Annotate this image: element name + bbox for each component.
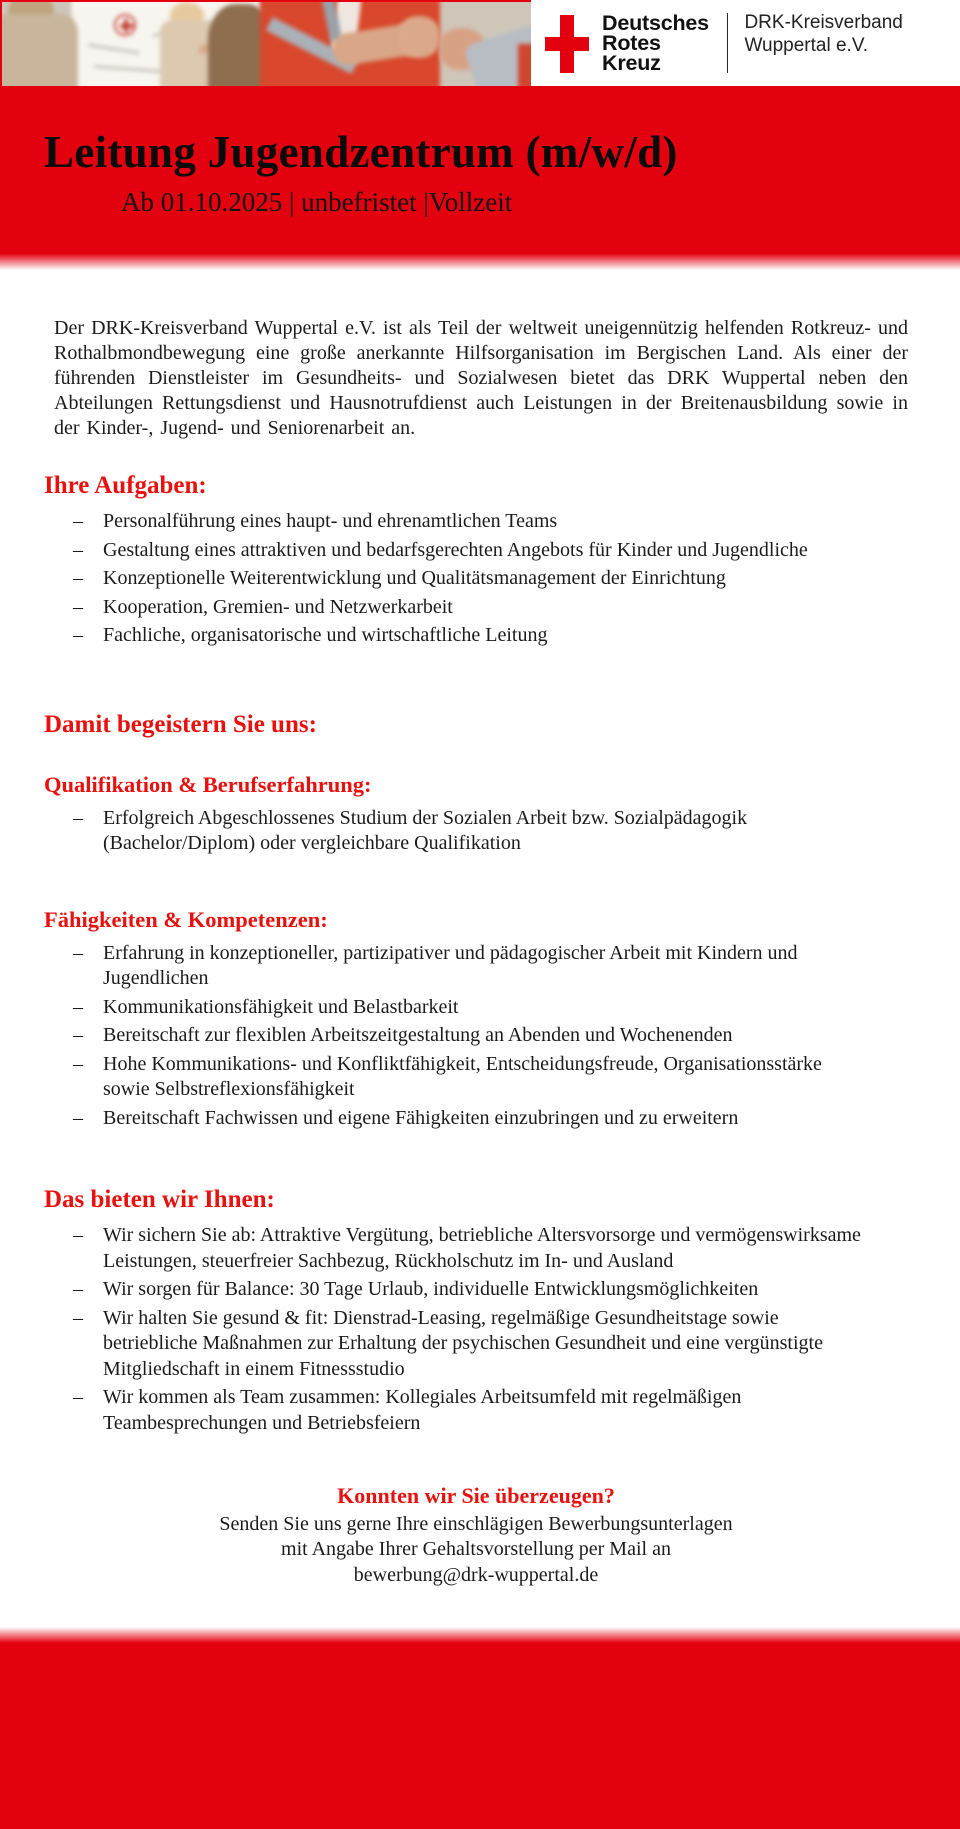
bullet-text: Fachliche, organisatorische und wirtschaftliche Leitung: [103, 624, 548, 646]
photo-shape-fistbump: [398, 16, 440, 58]
bullet-list: [73, 806, 873, 857]
bullet-text: Bereitschaft zur flexiblen Arbeitszeitgestaltung an Abenden und Wochenenden: [103, 1024, 733, 1047]
photo-shape: [518, 44, 531, 86]
dash-marker: –: [73, 1386, 83, 1409]
bullet-text: Konzeptionelle Weiterentwicklung und Qualitätsmanagement der Einrichtung: [103, 567, 726, 589]
logo-divider: [727, 13, 729, 73]
dash-marker: –: [73, 1278, 83, 1301]
section-heading: Qualifikation & Berufserfahrung:: [44, 771, 372, 797]
bullet-item: [73, 941, 873, 992]
red-cross-icon: [545, 15, 589, 73]
header: [0, 0, 960, 86]
bullet-list: [73, 509, 873, 649]
dash-marker: –: [73, 1306, 83, 1329]
bullet-text: Kooperation, Gremien- und Netzwerkarbeit: [103, 595, 453, 618]
footer-band: [0, 1627, 960, 1829]
section-bieten: [44, 1186, 908, 1436]
org-line: Wuppertal e.V.: [744, 35, 869, 56]
email-address: bewerbung@drk-wuppertal.de: [353, 1563, 599, 1586]
org-line: DRK-Kreisverband: [744, 12, 903, 33]
bullet-text: Wir sorgen für Balance: 30 Tage Urlaub, individuelle Entwicklungsmöglichkeiten: [103, 1278, 759, 1301]
bullet-item: [73, 1052, 873, 1103]
bullet-item: [73, 806, 873, 857]
bullet-text: Wir halten Sie gesund & fit: Dienstrad-Leasing, regelmäßige Gesundheitstage sowie betriebliche Maßnahmen zur Erhaltung der psychischen Gesundheit und eine vergünstigte Mitgliedschaft in einem Fitnessstudio: [103, 1306, 823, 1380]
dash-marker: –: [73, 538, 83, 561]
photo-red-cross-badge: [114, 14, 136, 36]
section-heading: Fähigkeiten & Kompetenzen:: [44, 906, 328, 932]
bullet-text: Erfolgreich Abgeschlossenes Studium der Sozialen Arbeit bzw. Sozialpädagogik (Bachelor/Diplom) oder vergleichbare Qualifikation: [103, 806, 748, 855]
bullet-item: [73, 538, 873, 564]
job-meta: Ab 01.10.2025 | unbefristet |Vollzeit: [121, 187, 513, 218]
closing-line: mit Angabe Ihrer Gehaltsvorstellung per Mail an: [281, 1538, 671, 1561]
bullet-item: [73, 1277, 873, 1303]
dash-marker: –: [73, 624, 83, 646]
brand-line: Rotes: [602, 31, 661, 55]
bullet-item: [73, 566, 873, 592]
bullet-item: [73, 623, 873, 649]
bullet-item: [73, 1023, 873, 1049]
bullet-list: [73, 1223, 873, 1436]
bullet-item: [73, 1385, 873, 1436]
bullet-text: Kommunikationsfähigkeit und Belastbarkeit: [103, 995, 459, 1018]
bullet-item: [73, 1223, 873, 1274]
dash-marker: –: [73, 1024, 83, 1047]
bullet-item: [73, 1306, 873, 1383]
dash-marker: –: [73, 1052, 83, 1075]
job-title: Leitung Jugendzentrum (m/w/d): [44, 127, 678, 177]
header-photo: [0, 0, 531, 86]
brand-wordmark: [602, 13, 709, 73]
dash-marker: –: [73, 595, 83, 618]
section-begeistern: [44, 711, 908, 739]
bullet-item: [73, 995, 873, 1021]
bullet-text: Erfahrung in konzeptioneller, partizipativer und pädagogischer Arbeit mit Kindern und Jugendlichen: [103, 941, 798, 990]
section-qualifikation: [44, 772, 908, 857]
section-aufgaben: [44, 472, 908, 649]
dash-marker: –: [73, 567, 83, 589]
bullet-text: Bereitschaft Fachwissen und eigene Fähigkeiten einzubringen und zu erweitern: [103, 1106, 739, 1129]
sections-container: [44, 472, 908, 1436]
bullet-item: [73, 595, 873, 621]
dash-marker: –: [73, 941, 83, 964]
photo-shape: [0, 14, 78, 86]
dash-marker: –: [73, 806, 83, 829]
section-heading: Das bieten wir Ihnen:: [44, 1186, 275, 1214]
org-name: [744, 11, 902, 57]
section-heading: Ihre Aufgaben:: [44, 472, 207, 499]
closing-heading: Konnten wir Sie überzeugen?: [337, 1483, 615, 1509]
drk-logo: [531, 0, 960, 86]
bullet-list: [73, 941, 873, 1132]
closing-block: [44, 1483, 908, 1588]
bullet-text: Hohe Kommunikations- und Konfliktfähigkeit, Entscheidungsfreude, Organisationsstärke sowie Selbstreflexionsfähigkeit: [103, 1052, 822, 1101]
section-faehigkeiten: [44, 907, 908, 1132]
dash-marker: –: [73, 510, 83, 532]
bullet-text: Wir kommen als Team zusammen: Kollegiales Arbeitsumfeld mit regelmäßigen Teambesprechungen und Betriebsfeiern: [103, 1386, 742, 1434]
section-heading: Damit begeistern Sie uns:: [44, 710, 317, 738]
closing-line: Senden Sie uns gerne Ihre einschlägigen Bewerbungsunterlagen: [219, 1512, 733, 1535]
bullet-text: Personalführung eines haupt- und ehrenamtlichen Teams: [103, 510, 558, 532]
bullet-item: [73, 509, 873, 535]
dash-marker: –: [73, 1106, 83, 1129]
bullet-item: [73, 1106, 873, 1132]
bullet-text: Gestaltung eines attraktiven und bedarfsgerechten Angebots für Kinder und Jugendliche: [103, 538, 808, 561]
dash-marker: –: [73, 1224, 83, 1247]
bullet-text: Wir sichern Sie ab: Attraktive Vergütung, betriebliche Altersvorsorge und vermögenswirksame Leistungen, steuerfreier Sachbezug, Rückholschutz im In- und Ausland: [103, 1224, 861, 1272]
brand-line: Kreuz: [602, 51, 661, 75]
dash-marker: –: [73, 995, 83, 1018]
title-banner: [0, 86, 960, 270]
brand-line: Deutsches: [602, 11, 709, 35]
intro-paragraph: Der DRK-Kreisverband Wuppertal e.V. ist als Teil der weltweit uneigennützig helfenden Rotkreuz- und Rothalbmondbewegung eine große anerkannte Hilfsorganisation im Bergischen Land. Als einer der führenden Dienstleister im Gesundheits- und Sozialwesen bietet das DRK Wuppertal neben den Abteilungen Rettungsdienst und Hausnotrufdienst auch Leistungen in der Breitenausbildung sowie in der Kinder-, Jugend- und Seniorenarbeit an.: [54, 317, 908, 439]
body: [0, 270, 960, 1627]
